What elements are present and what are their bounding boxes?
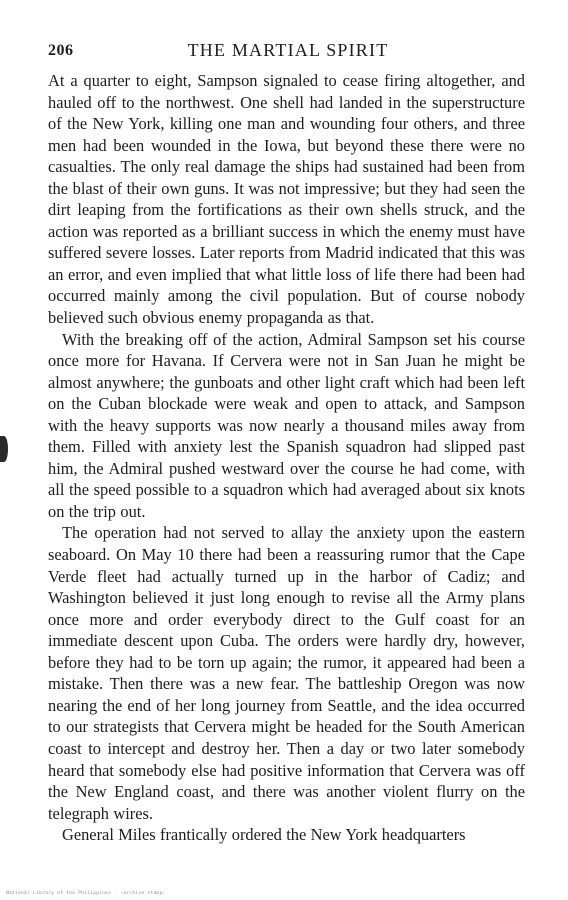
page-header bbox=[48, 40, 528, 64]
paragraph: General Miles frantically ordered the New York headquarters bbox=[62, 825, 466, 845]
running-head: THE MARTIAL SPIRIT bbox=[187, 40, 389, 60]
body-text bbox=[48, 70, 525, 846]
page-edge-mark bbox=[0, 436, 8, 462]
paragraph: At a quarter to eight, Sampson signaled to cease firing altogether, and hauled off to the northwest. One shell had landed in the superstructure of the New York, killing one man and wounding four others, and three men had been wounded in the Iowa, but beyond these there were no casualties. The only real damage the ships had sustained had been from the blast of their own guns. It was not impressive; but they had seen the dirt leaping from the fortifications as their own shells struck, and the action was reported as a brilliant success in which the enemy must have suffered severe losses. Later reports from Madrid indicated that this was an error, and even implied that what little loss of life there had been had occurred mainly among the civil population. But of course nobody believed such obvious enemy propaganda as that. bbox=[48, 71, 525, 328]
page-number: 206 bbox=[48, 42, 74, 59]
paragraph: With the breaking off of the action, Admiral Sampson set his course once more for Havana. If Cervera were not in San Juan he might be almost anywhere; the gunboats and other light craft which had been left on the Cuban blockade were weak and open to attack, and Sampson with the heavy supports was now nearly a thousand miles away from them. Filled with anxiety lest the Spanish squadron had slipped past him, the Admiral pushed westward over the course he had come, with all the speed possible to a squadron which had averaged about six knots on the trip out. bbox=[48, 329, 525, 521]
footer-stamp: National Library of the Philippines · ‹archive stamp› bbox=[6, 891, 166, 896]
paragraph: The operation had not served to allay the anxiety upon the eastern seaboard. On May 10 there had been a reassuring rumor that the Cape Verde fleet had actually turned up in the harbor of Cadiz; and Washington believed it just long enough to revise all the Army plans once more and order everybody direct to the Gulf coast for an immediate descent upon Cuba. The orders were hardly dry, however, before they had to be torn up again; the rumor, it appeared had been a mistake. Then there was a new fear. The battleship Oregon was now nearing the end of her long journey from Seattle, and the idea occurred to our strategists that Cervera might be headed for the South American coast to intercept and destroy her. Then a day or two later somebody heard that somebody else had positive information that Cervera was off the New England coast, and there was another violent flurry on the telegraph wires. bbox=[48, 523, 525, 823]
